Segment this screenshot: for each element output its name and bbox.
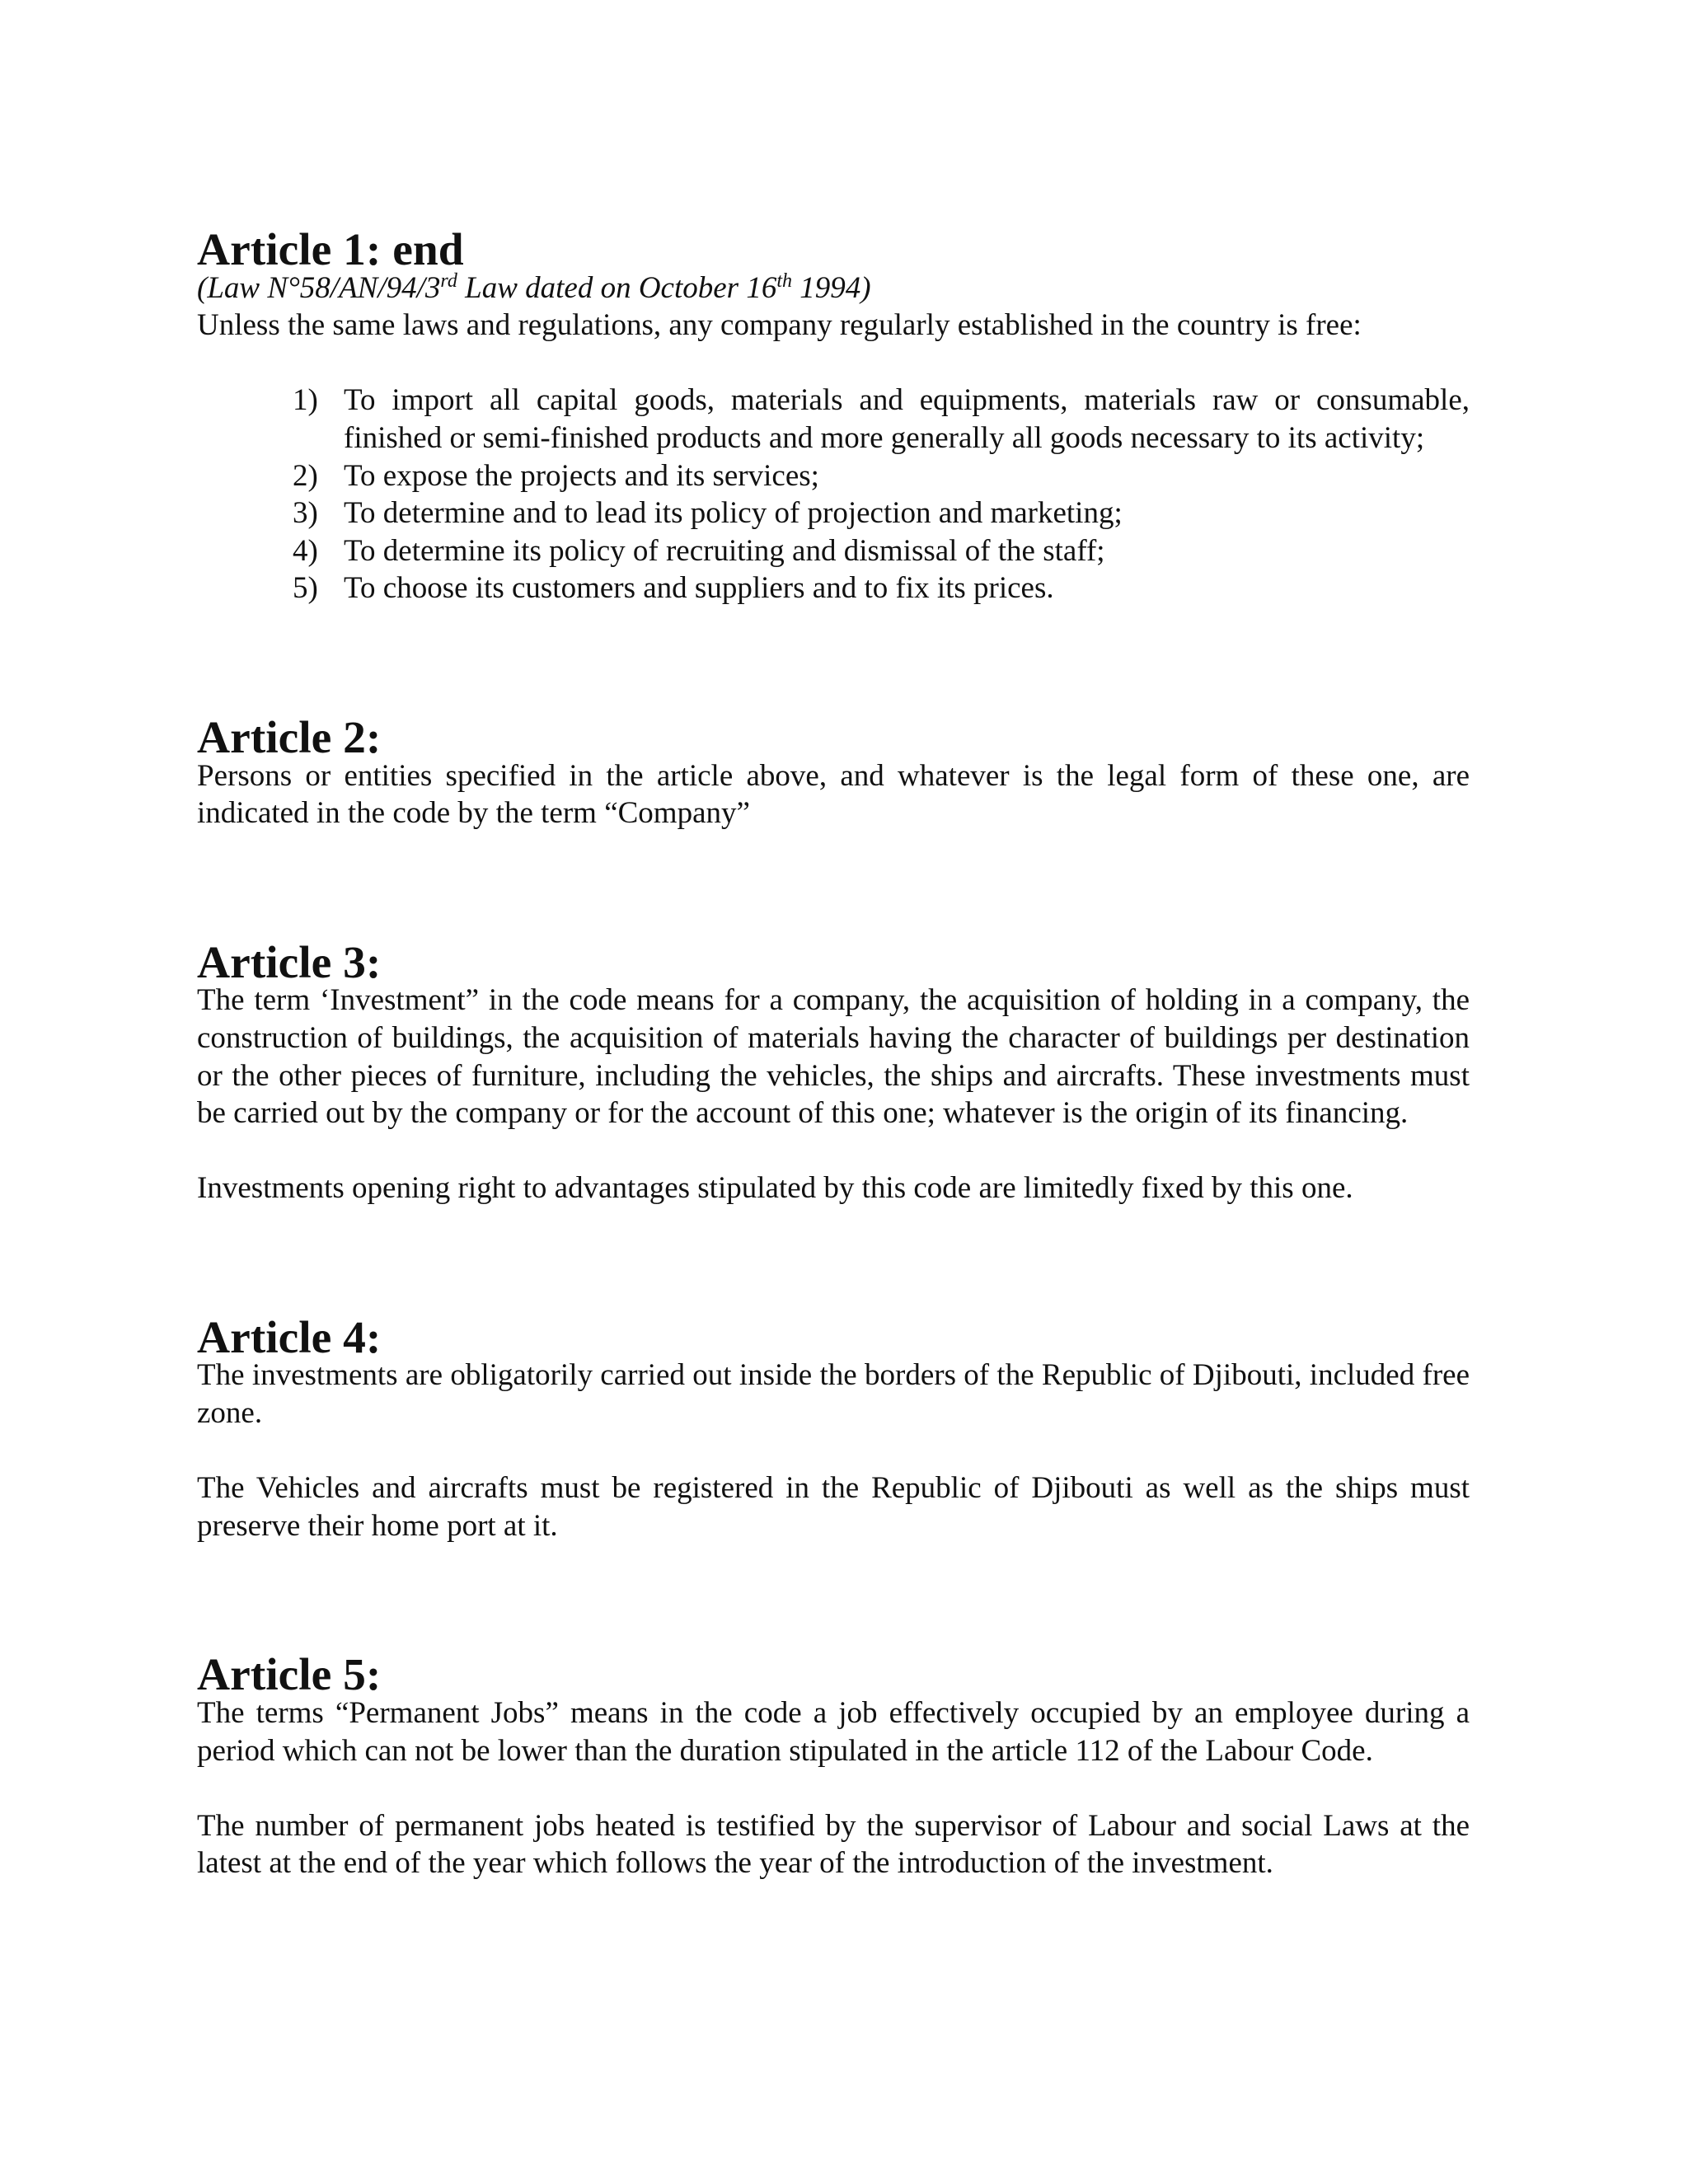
citation-text: 1994) (792, 270, 871, 305)
citation-superscript: th (776, 269, 792, 292)
article-3-heading: Article 3: (197, 937, 382, 988)
section-spacer (197, 607, 1470, 719)
article-3 (197, 937, 1470, 1207)
list-item-number: 1) (293, 383, 318, 418)
list-item-number: 3) (293, 496, 318, 531)
article-5 (197, 1650, 1470, 1882)
list-item-text: To determine its policy of recruiting and dismissal of the staff; (344, 533, 1105, 568)
citation-superscript: rd (440, 269, 457, 292)
list-item (293, 457, 1470, 495)
article-4 (197, 1312, 1470, 1545)
paragraph-spacer (197, 1132, 1470, 1170)
article-1-list (197, 382, 1470, 607)
paragraph-spacer (197, 1769, 1470, 1807)
citation-text: (Law N°58/AN/94/3 (197, 270, 441, 305)
article-2-paragraph: Persons or entities specified in the article above, and whatever is the legal form of these one, are indicated in the code by the term “Company” (197, 758, 1470, 831)
article-1-intro: Unless the same laws and regulations, any company regularly established in the country is free: (197, 308, 1362, 343)
list-item (293, 569, 1470, 607)
article-5-heading: Article 5: (197, 1650, 382, 1701)
list-item-text: To import all capital goods, materials and equipments, materials raw or consumable, finished or semi-finished products and more generally all goods necessary to its activity; (344, 383, 1470, 455)
article-4-heading: Article 4: (197, 1312, 382, 1363)
list-item-text: To expose the projects and its services; (344, 458, 819, 493)
article-3-paragraph: Investments opening right to advantages stipulated by this code are limitedly fixed by this one. (197, 1171, 1353, 1206)
article-4-paragraph: The investments are obligatorily carried out inside the borders of the Republic of Djibouti, included free zone. (197, 1358, 1470, 1431)
list-item (293, 532, 1470, 570)
article-4-paragraph: The Vehicles and aircrafts must be registered in the Republic of Djibouti as well as the ships must preserve their home port at it. (197, 1471, 1470, 1543)
article-2 (197, 712, 1470, 832)
document-body (197, 225, 1470, 1882)
paragraph-spacer (197, 1432, 1470, 1470)
list-item-text: To determine and to lead its policy of projection and marketing; (344, 496, 1123, 531)
article-3-paragraph: The term ‘Investment” in the code means for a company, the acquisition of holding in a company, the construction of buildings, the acquisition of materials having the character of buildings per destination or the other pieces of furniture, including the vehicles, the ships and aircrafts. These investments must be carried out by the company or for the account of this one; whatever is the origin of its financing. (197, 983, 1470, 1131)
article-5-paragraph: The number of permanent jobs heated is testified by the supervisor of Labour and social Laws at the latest at the end of the year which follows the year of the introduction of the investment. (197, 1808, 1470, 1881)
list-item-number: 5) (293, 571, 318, 606)
article-1-heading: Article 1: end (197, 225, 464, 275)
section-spacer (197, 1207, 1470, 1319)
section-spacer (197, 1544, 1470, 1657)
list-item-number: 2) (293, 458, 318, 493)
list-item-text: To choose its customers and suppliers and to fix its prices. (344, 571, 1054, 606)
article-5-paragraph: The terms “Permanent Jobs” means in the code a job effectively occupied by an employee during a period which can not be lower than the duration stipulated in the article 112 of the Labour Code. (197, 1696, 1470, 1768)
article-2-heading: Article 2: (197, 712, 382, 763)
list-item (293, 382, 1470, 457)
article-1 (197, 225, 1470, 607)
section-spacer (197, 832, 1470, 944)
citation-text: Law dated on October 16 (457, 270, 777, 305)
list-item-number: 4) (293, 533, 318, 568)
list-item (293, 494, 1470, 532)
article-1-citation (197, 269, 1470, 307)
